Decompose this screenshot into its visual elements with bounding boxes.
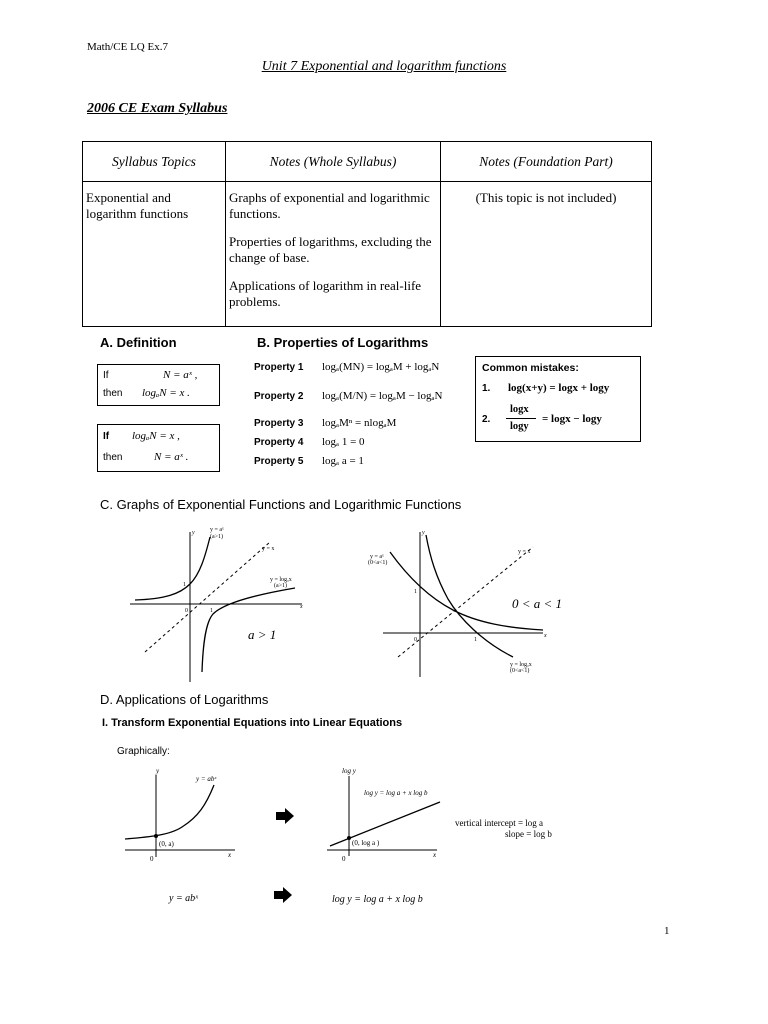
mistake-1: log(x+y) = logx + logy	[508, 382, 610, 394]
syllabus-table	[82, 141, 652, 327]
table-row	[83, 182, 652, 327]
section-d-title: D. Applications of Logarithms	[100, 692, 269, 707]
vertical-intercept-note: vertical intercept = log a	[455, 818, 544, 828]
property-expr: logₐ a = 1	[322, 455, 364, 467]
definition-if-label: If	[103, 370, 109, 381]
linear-equation: log y = log a + x log b	[332, 894, 423, 905]
y-axis-label: y	[192, 530, 195, 536]
y-intercept-label: 1	[183, 582, 186, 588]
log-curve-condition: (0<a<1)	[510, 668, 530, 674]
document-code: Math/CE LQ Ex.7	[87, 41, 168, 53]
y-axis-label: y	[422, 530, 425, 536]
mistake-2-denominator: logy	[510, 421, 529, 432]
exponential-equation: y = abˣ	[169, 893, 199, 904]
table-cell-notes-foundation: (This topic is not included)	[441, 182, 652, 327]
table-header-notes-whole: Notes (Whole Syllabus)	[226, 142, 441, 182]
definition-then-label: then	[103, 388, 123, 399]
graphically-label: Graphically:	[117, 746, 170, 757]
condition-label: a > 1	[248, 627, 277, 642]
topic-line: logarithm functions	[86, 206, 189, 221]
y-intercept-label: 1	[414, 589, 417, 595]
section-d-subtitle: I. Transform Exponential Equations into Linear Equations	[102, 717, 403, 729]
table-header-row	[83, 142, 652, 182]
document-title: Unit 7 Exponential and logarithm functions	[261, 59, 507, 74]
point-label: (0, a)	[159, 840, 174, 848]
exp-curve-label: y = aˣ	[370, 554, 384, 560]
definition-if-expr: logₐN = x ,	[132, 430, 180, 442]
curve-label: y = abˣ	[196, 775, 217, 783]
exponential-curve	[125, 785, 214, 839]
slope-note: slope = log b	[505, 829, 552, 839]
log-curve-condition: (a>1)	[274, 583, 288, 589]
topic-line: Exponential and	[86, 190, 171, 205]
property-label: Property 4	[254, 437, 304, 448]
property-expr: logₐ 1 = 0	[322, 436, 365, 448]
table-header-topics: Syllabus Topics	[83, 142, 226, 182]
syllabus-heading: 2006 CE Exam Syllabus	[87, 101, 228, 116]
mistake-number: 1.	[482, 383, 491, 394]
x-axis-label: x	[544, 633, 547, 639]
fraction-bar	[506, 418, 536, 419]
section-b-title: B. Properties of Logarithms	[257, 335, 429, 350]
point-label: (0, log a )	[352, 839, 380, 847]
property-label: Property 1	[254, 362, 304, 373]
line-label: y = x	[518, 549, 531, 555]
property-label: Property 2	[254, 391, 304, 402]
definition-if-expr: N = aˣ ,	[163, 369, 198, 381]
arrow-right-icon	[276, 808, 294, 824]
table-header-notes-foundation: Notes (Foundation Part)	[441, 142, 652, 182]
definition-box-1	[97, 364, 220, 406]
property-expr: logₐMⁿ = nlogₐM	[322, 417, 397, 429]
definition-then-label: then	[103, 452, 123, 463]
linear-line	[330, 802, 440, 846]
intercept-point	[154, 834, 158, 838]
exp-curve-condition: (0<a<1)	[368, 560, 388, 566]
definition-then-expr: logₐN = x .	[142, 387, 190, 399]
x-axis-label: x	[433, 851, 437, 859]
x-intercept-label: 1	[210, 608, 213, 614]
origin-label: 0	[185, 608, 188, 614]
line-label: log y = log a + x log b	[364, 789, 428, 797]
common-mistakes-title: Common mistakes:	[482, 362, 579, 374]
definition-box-2	[97, 424, 220, 472]
section-c-title: C. Graphs of Exponential Functions and Logarithmic Functions	[100, 497, 462, 512]
note-item: Applications of logarithm in real-life problems.	[229, 278, 422, 309]
exponential-curve	[135, 537, 210, 600]
mistake-2-rhs: = logx − logy	[542, 413, 602, 425]
exp-curve-condition: (a>1)	[210, 534, 224, 540]
table-cell-topic	[83, 182, 226, 327]
common-mistakes-box	[475, 356, 641, 442]
exp-curve-label: y = aˣ	[210, 527, 224, 533]
condition-label: 0 < a < 1	[512, 596, 563, 611]
origin-label: 0	[414, 637, 417, 643]
mistake-number: 2.	[482, 414, 491, 425]
section-a-title: A. Definition	[100, 335, 177, 350]
log-curve-label: y = logₐx	[270, 577, 292, 583]
note-item: Graphs of exponential and logarithmic functions.	[229, 190, 430, 221]
x-intercept-label: 1	[474, 637, 477, 643]
property-label: Property 3	[254, 418, 304, 429]
arrow-right-icon	[274, 887, 292, 903]
y-axis-label: log y	[342, 767, 356, 775]
property-expr: logₐ(M/N) = logₐM − logₐN	[322, 390, 443, 402]
logarithmic-curve	[426, 535, 513, 657]
definition-if-label: If	[103, 431, 110, 442]
exponential-application-graph	[120, 765, 240, 865]
page-number: 1	[664, 925, 670, 937]
note-item: Properties of logarithms, excluding the change of base.	[229, 234, 432, 265]
property-label: Property 5	[254, 456, 304, 467]
linear-application-graph	[322, 764, 447, 864]
exponential-log-graph-0-lt-a-lt-1	[368, 527, 568, 679]
log-curve-label: y = logₐx	[510, 662, 532, 668]
x-axis-label: x	[228, 851, 232, 859]
exponential-log-graph-a-gt-1	[130, 522, 310, 684]
intercept-point	[347, 836, 351, 840]
definition-then-expr: N = aˣ .	[154, 451, 189, 463]
origin-label: 0	[150, 855, 154, 863]
line-label: y = x	[262, 546, 275, 552]
x-axis-label: x	[300, 604, 303, 610]
origin-label: 0	[342, 855, 346, 863]
y-axis-label: y	[156, 767, 160, 775]
exponential-curve	[390, 552, 543, 630]
mistake-2-numerator: logx	[510, 404, 529, 415]
table-cell-notes-whole	[226, 182, 441, 327]
property-expr: logₐ(MN) = logₐM + logₐN	[322, 361, 440, 373]
